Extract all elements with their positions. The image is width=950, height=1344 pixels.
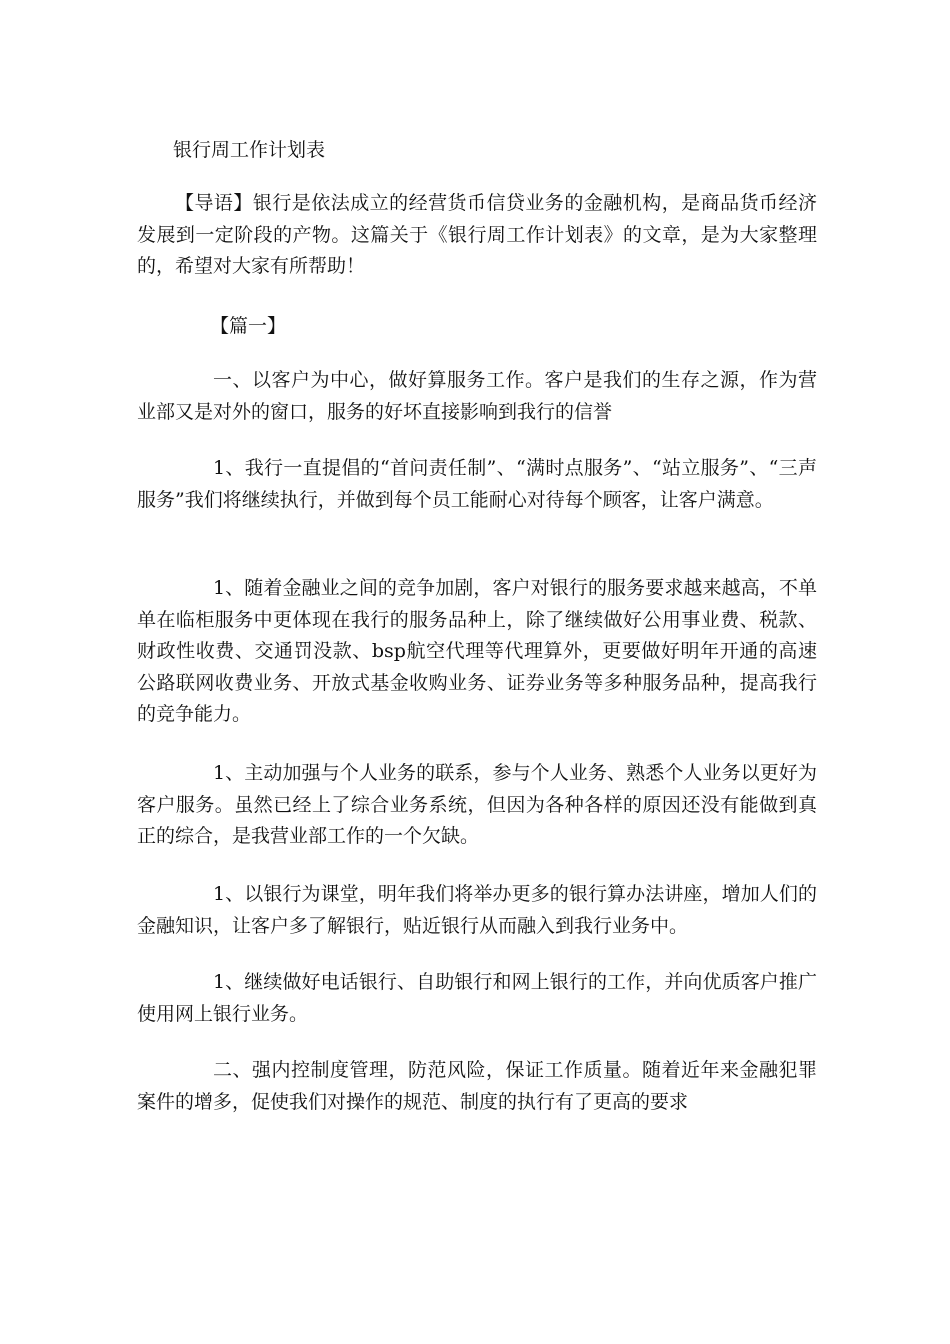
paragraph-4: 1、主动加强与个人业务的联系，参与个人业务、熟悉个人业务以更好为客户服务。虽然已经上了综合业务系统，但因为各种各样的原因还没有能做到真正的综合，是我营业部工作的一个欠缺。 (137, 762, 817, 847)
paragraph-2: 1、我行一直提倡的“首问责任制”、“满时点服务”、“站立服务”、“三声服务”我们将继续执行，并做到每个员工能耐心对待每个顾客，让客户满意。 (137, 457, 817, 511)
paragraph-7: 二、强内控制度管理，防范风险，保证工作质量。随着近年来金融犯罪案件的增多，促使我们对操作的规范、制度的执行有了更高的要求 (137, 1059, 817, 1113)
document-title: 银行周工作计划表 (173, 139, 326, 161)
section-label: 【篇一】 (210, 315, 287, 337)
intro-paragraph: 【导语】银行是依法成立的经营货币信贷业务的金融机构，是商品货币经济发展到一定阶段的产物。这篇关于《银行周工作计划表》的文章，是为大家整理的，希望对大家有所帮助！ (137, 192, 817, 277)
paragraph-6: 1、继续做好电话银行、自助银行和网上银行的工作，并向优质客户推广使用网上银行业务。 (137, 971, 817, 1025)
paragraph-1: 一、以客户为中心，做好算服务工作。客户是我们的生存之源，作为营业部又是对外的窗口，服务的好坏直接影响到我行的信誉 (137, 369, 817, 423)
paragraph-3: 1、随着金融业之间的竞争加剧，客户对银行的服务要求越来越高，不单单在临柜服务中更体现在我行的服务品种上，除了继续做好公用事业费、税款、财政性收费、交通罚没款、bsp航空代理等代理算外，更要做好明年开通的高速公路联网收费业务、开放式基金收购业务、证券业务等多种服务品种，提高我行的竞争能力。 (137, 577, 817, 725)
paragraph-5: 1、以银行为课堂，明年我们将举办更多的银行算办法讲座，增加人们的金融知识，让客户多了解银行，贴近银行从而融入到我行业务中。 (137, 883, 817, 937)
